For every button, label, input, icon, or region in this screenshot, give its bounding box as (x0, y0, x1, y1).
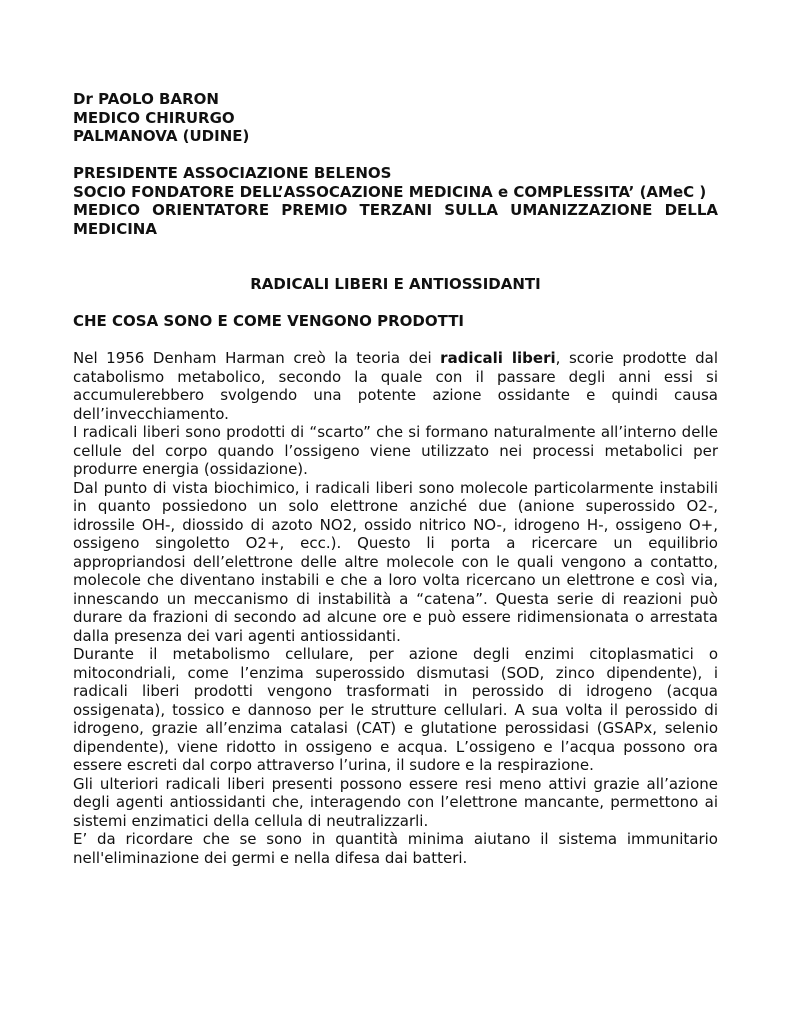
emphasized-term: radicali liberi (440, 349, 556, 367)
paragraph: I radicali liberi sono prodotti di “scarto” che si formano naturalmente all’interno delle cellule del corpo quando l’ossigeno viene utilizzato nei processi metabolici per produrre energia (ossidazione). (73, 423, 718, 478)
paragraph-text: , scorie prodotte dal catabolismo metabolico, secondo la quale con il passare degli anni essi si accumulerebbero svolgendo una potente azione ossidante e quindi causa dell’invecchiamento. (73, 349, 718, 423)
role-line: MEDICO ORIENTATORE PREMIO TERZANI SULLA UMANIZZAZIONE DELLA MEDICINA (73, 201, 718, 238)
paragraph: Gli ulteriori radicali liberi presenti possono essere resi meno attivi grazie all’azione degli agenti antiossidanti che, interagendo con l’elettrone mancante, permettono ai sistemi enzimatici della cellula di neutralizzarli. (73, 774, 718, 830)
author-profession: MEDICO CHIRURGO (73, 108, 235, 127)
document-title: RADICALI LIBERI E ANTIOSSIDANTI (250, 275, 541, 293)
author-location: PALMANOVA (UDINE) (73, 127, 250, 145)
paragraph: Durante il metabolismo cellulare, per azione degli enzimi citoplasmatici o mitocondriali, come l’enzima superossido dismutasi (SOD, zinco dipendente), i radicali liberi prodotti vengono trasformati in perossido di idrogeno (acqua ossigenata), tossico e dannoso per le strutture cellulari. A sua volta il perossido di idrogeno, grazie all’enzima catalasi (CAT) e glutatione perossidasi (GSAPx, selenio dipendente), viene ridotto in ossigeno e acqua. L’ossigeno e l’acqua possono ora essere escreti dal corpo attraverso l’urina, il sudore e la respirazione. (73, 645, 718, 774)
author-name: Dr PAOLO BARON (73, 90, 219, 108)
paragraph: E’ da ricordare che se sono in quantità minima aiutano il sistema immunitario nell'eliminazione dei germi e nella difesa dai batteri. (73, 830, 718, 867)
paragraph (73, 349, 718, 423)
section-heading: CHE COSA SONO E COME VENGONO PRODOTTI (73, 312, 465, 330)
role-line: SOCIO FONDATORE DELL’ASSOCAZIONE MEDICINA e COMPLESSITA’ (AMeC ) (73, 182, 707, 201)
role-line: PRESIDENTE ASSOCIAZIONE BELENOS (73, 164, 392, 182)
body-text (73, 349, 718, 867)
paragraph: Dal punto di vista biochimico, i radicali liberi sono molecole particolarmente instabili in quanto possiedono un solo elettrone anziché due (anione superossido O2-, idrossile OH-, diossido di azoto NO2, ossido nitrico NO-, idrogeno H-, ossigeno O+, ossigeno singoletto O2+, ecc.). Questo li porta a ricercare un equilibrio appropriandosi dell’elettrone delle altre molecole con le quali vengono a contatto, molecole che diventano instabili e che a loro volta ricercano un elettrone e così via, innescando un meccanismo di instabilità a “catena”. Questa serie di reazioni può durare da frazioni di secondo ad alcune ore e può essere ridimensionata o arrestata dalla presenza dei vari agenti antiossidanti. (73, 478, 718, 645)
author-block (73, 90, 718, 146)
document-page (73, 90, 718, 867)
paragraph-text: Nel 1956 Denham Harman creò la teoria dei (73, 349, 441, 367)
roles-block (73, 164, 718, 238)
